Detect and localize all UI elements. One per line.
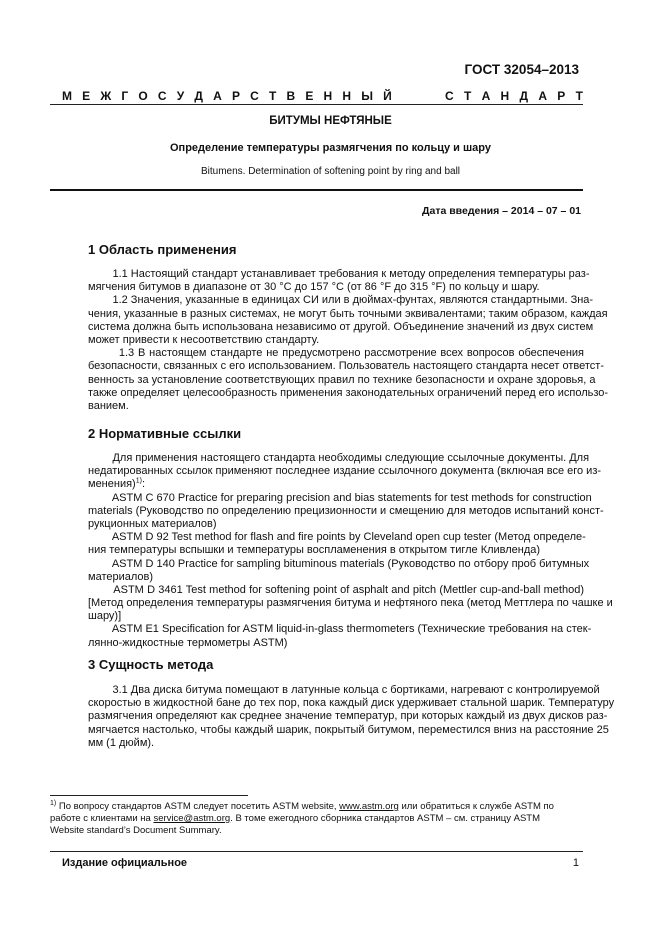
footnote-reference[interactable]: 1)	[135, 477, 142, 485]
introduction-date: Дата введения – 2014 – 07 – 01	[422, 205, 581, 217]
page-number: 1	[572, 857, 579, 869]
banner-letter: Ы	[361, 89, 373, 103]
section-2-heading: 2 Нормативные ссылки	[88, 426, 242, 441]
paragraph-line: ASTM C 670 Practice for preparing precision and bias statements for test methods for construction	[88, 491, 592, 504]
paragraph-line: мягчается настолько, чтобы каждый шарик, покрытый битумом, переместился вниз на расстояние 25	[88, 723, 609, 736]
banner-letter: Т	[268, 89, 277, 103]
section-3-heading: 3 Сущность метода	[88, 657, 214, 672]
section-1-heading: 1 Область применения	[88, 242, 237, 257]
paragraph-line: [Метод определения температуры размягчения битума и нефтяного пека (метод Меттлера по чашке и	[88, 597, 613, 610]
footnote-text: или обратиться к службе ASTM по	[398, 801, 554, 812]
astm-website-link[interactable]: www.astm.org	[339, 801, 399, 812]
banner-letter: Р	[231, 89, 240, 103]
paragraph-line: 1.3 В настоящем стандарте не предусмотрено рассмотрение всех вопросов обеспечения	[88, 347, 584, 360]
paragraph-line: скоростью в жидкостной бане до тех пор, пока каждый диск удерживает стальной шарик. Температуру	[88, 697, 615, 710]
paragraph-line: менения)$^{1)}$:	[88, 477, 146, 491]
banner-letter: А	[538, 89, 547, 103]
paragraph-line: рукционных материалов)	[88, 517, 217, 530]
paragraph-line: ванием.	[88, 399, 129, 412]
document-title: БИТУМЫ НЕФТЯНЫЕ	[269, 115, 392, 127]
banner-word-standard	[445, 89, 583, 103]
english-title: Bitumens. Determination of softening point by ring and ball	[200, 166, 461, 177]
banner-letter: Й	[383, 89, 392, 103]
banner-letter: У	[176, 89, 185, 103]
footnote-text: работе с клиентами на	[50, 813, 154, 824]
banner-letter: Т	[463, 89, 472, 103]
paragraph-line: лянно-жидкостные термометры ASTM)	[88, 636, 288, 649]
paragraph-line: ASTM D 3461 Test method for softening point of asphalt and pitch (Mettler cup-and-ball method)	[88, 583, 584, 596]
banner-letter: Р	[557, 89, 566, 103]
header-rule	[50, 104, 583, 105]
banner-letter: Ж	[100, 89, 112, 103]
paragraph-line: мягчения битумов в диапазоне от 30 °С до 157 °С (от 86 °F до 315 °F) по кольцу и шару.	[88, 281, 540, 294]
banner-letter: Н	[342, 89, 352, 103]
banner-letter: Г	[121, 89, 129, 103]
footer-rule	[50, 851, 583, 852]
banner-word-interstate	[62, 89, 392, 103]
paragraph-line: materials (Руководство по определению прецизионности и смещению для методов испытаний конст-	[88, 504, 604, 517]
banner-letter: С	[157, 89, 167, 103]
paragraph-line: недатированных ссылок применяют последнее издание ссылочного документа (включая все его из-	[88, 465, 602, 478]
paragraph-line: венность за установление соответствующих правил по технике безопасности и охране здоровья, а	[88, 373, 596, 386]
banner-letter: Н	[323, 89, 333, 103]
paragraph-line: материалов)	[88, 570, 154, 583]
section-2-body	[88, 452, 613, 650]
document-subtitle: Определение температуры размягчения по кольцу и шару	[170, 142, 491, 154]
footnote-text: По вопросу стандартов ASTM следует посетить ASTM website,	[56, 801, 340, 812]
interstate-standard-banner	[62, 89, 583, 103]
footnote-text: Website standard’s Document Summary.	[50, 825, 222, 836]
banner-letter: С	[445, 89, 454, 103]
banner-letter: Т	[575, 89, 583, 103]
paragraph-line: чения, указанные в разных системах, не могут быть точными эквивалентами; таким образом, каждая	[88, 307, 608, 320]
document-number: ГОСТ 32054–2013	[464, 62, 579, 77]
section-1-body	[88, 268, 609, 413]
official-edition-label: Издание официальное	[62, 857, 188, 869]
paragraph-line: мм (1 дюйм).	[88, 736, 155, 749]
banner-letter: Д	[194, 89, 203, 103]
banner-letter: О	[138, 89, 148, 103]
section-3-body	[88, 684, 615, 750]
paragraph-line: 1.2 Значения, указанные в единицах СИ или в дюймах-фунтах, являются стандартными. Зна-	[88, 294, 594, 307]
paragraph-line: также определяет целесообразность применения законодательных ограничений перед его использо-	[88, 386, 609, 399]
paragraph-line: Для применения настоящего стандарта необходимы следующие ссылочные документы. Для	[88, 452, 590, 464]
footnote	[50, 801, 584, 837]
paragraph-line: шару)]	[88, 610, 122, 623]
paragraph-line: ASTM D 140 Practice for sampling bituminous materials (Руководство по отбору проб битумных	[88, 557, 590, 570]
footnote-mark: 1)	[50, 799, 57, 807]
banner-letter: С	[250, 89, 259, 103]
paragraph-line: может привести к несоответствию стандарту.	[88, 333, 320, 346]
banner-letter: Е	[82, 89, 91, 103]
paragraph-line: 3.1 Два диска битума помещают в латунные кольца с бортиками, нагревают с контролируемой	[88, 684, 600, 696]
banner-letter: Е	[305, 89, 314, 103]
paragraph-line: ния температуры вспышки и температуры воспламенения в открытом тигле Кливленда)	[88, 544, 541, 557]
paragraph-line: безопасности, связанных с его использованием. Пользователь настоящего стандарта несет ответст-	[88, 360, 604, 373]
banner-letter: А	[213, 89, 222, 103]
astm-service-email-link[interactable]: service@astm.org	[153, 813, 231, 824]
footnote-rule	[50, 795, 248, 796]
footnote-text: . В томе ежегодного сборника стандартов ASTM – см. страницу ASTM	[230, 813, 540, 824]
banner-letter: Д	[519, 89, 529, 103]
banner-letter: Н	[500, 89, 510, 103]
banner-letter: В	[286, 89, 296, 103]
paragraph-line: ASTM D 92 Test method for flash and fire points by Cleveland open cup tester (Метод определе-	[88, 531, 586, 544]
title-rule	[50, 189, 583, 191]
paragraph-line: ASTM E1 Specification for ASTM liquid-in-glass thermometers (Технические требования на стек-	[88, 623, 592, 636]
paragraph-line: 1.1 Настоящий стандарт устанавливает требования к методу определения температуры раз-	[88, 268, 590, 280]
banner-letter: А	[481, 89, 491, 103]
paragraph-line: размягчения определяют как среднее значение температур, при которых каждый из двух дисков раз-	[88, 710, 608, 723]
paragraph-line: система должна быть использована независимо от другой. Объединение значений из двух систем	[88, 320, 594, 333]
banner-letter: М	[62, 89, 72, 103]
